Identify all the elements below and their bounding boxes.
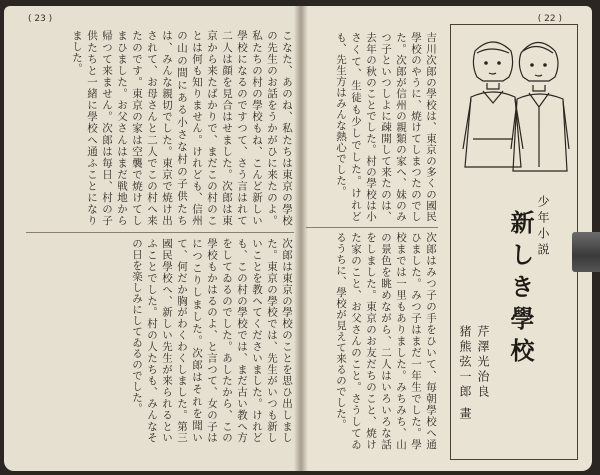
left-page bbox=[4, 6, 300, 471]
right-page-number: ( 22 ) bbox=[537, 14, 562, 24]
title-box bbox=[450, 24, 578, 460]
left-page-number: ( 23 ) bbox=[28, 14, 53, 24]
story-author: 芹澤光治良 bbox=[476, 325, 490, 400]
two-children-illustration bbox=[453, 29, 575, 193]
right-page-divider bbox=[306, 227, 438, 228]
right-page-lower-text: 次郎はみつ子の手をひいて、毎朝學校へ通ひました。みつ子はまだ一年生でした。學校までは一里もありました。みちみち、山の景色を眺めながら、二人はいろいろな話をしました。東京のお友だちのこと、焼けた家のこと、お父さんのこと。さうしてゐるうちに、學校が見えて来るのでした。 bbox=[335, 232, 437, 450]
left-page-upper-text: こなた、あのね、私たちは東京の學校の先生のお話をうかがひに来たのよ。私たちの村の學校もね、こんど新しい學校になるのですつて、さう言はれて二人は顔を見合はせました。次郎は東京から来たばかりで、まだこの村のことは何も知りません。けれども、信州の山の間にある小さな村の子供たちは、みんな親切でした。東京で焼け出されて、お母さんと二人でこの村へ来たのです。東京の家は空襲で焼けてしまひました。お父さんはまだ戦地から帰つて来ません。次郎は毎日、村の子供たちと一緒に學校へ通ふことになりました。 bbox=[71, 30, 293, 226]
left-page-divider bbox=[26, 232, 294, 233]
story-title: 新しき學校 bbox=[506, 210, 535, 370]
right-page bbox=[300, 6, 592, 471]
right-page-upper-text: 吉川次郎の學校は、東京の多くの國民學校のやうに、焼けてしまつたのでした。次郎が信州の親類の家へ、妹のみつ子といつしよに疎開して来たのは、去年の秋のことでした。村の學校は小さくて、生徒も少しでした。けれども、先生方はみんな熱心でした。 bbox=[335, 32, 437, 222]
story-illustrator: 猪熊弦一郎 畫 bbox=[458, 325, 472, 422]
story-category: 少年小説 bbox=[536, 195, 550, 259]
left-page-lower-text: 次郎は東京の學校のことを思ひ出しました。東京の學校では、先生がいつも新しいことを教へてくださいました。けれども、この村の學校では、まだ古い教へ方をしてゐるのでした。あしたから、この學校もかはるのよ、と言つて、女の子はにつこりしました。次郎はそれを聞いて、何だか胸がわくわくしました。第三國民學校へ、新しい先生が来られるといふことでした。村の人たちも、みんなその日を楽しみにしてゐるのでした。 bbox=[131, 238, 293, 443]
binder-clip bbox=[572, 232, 600, 272]
